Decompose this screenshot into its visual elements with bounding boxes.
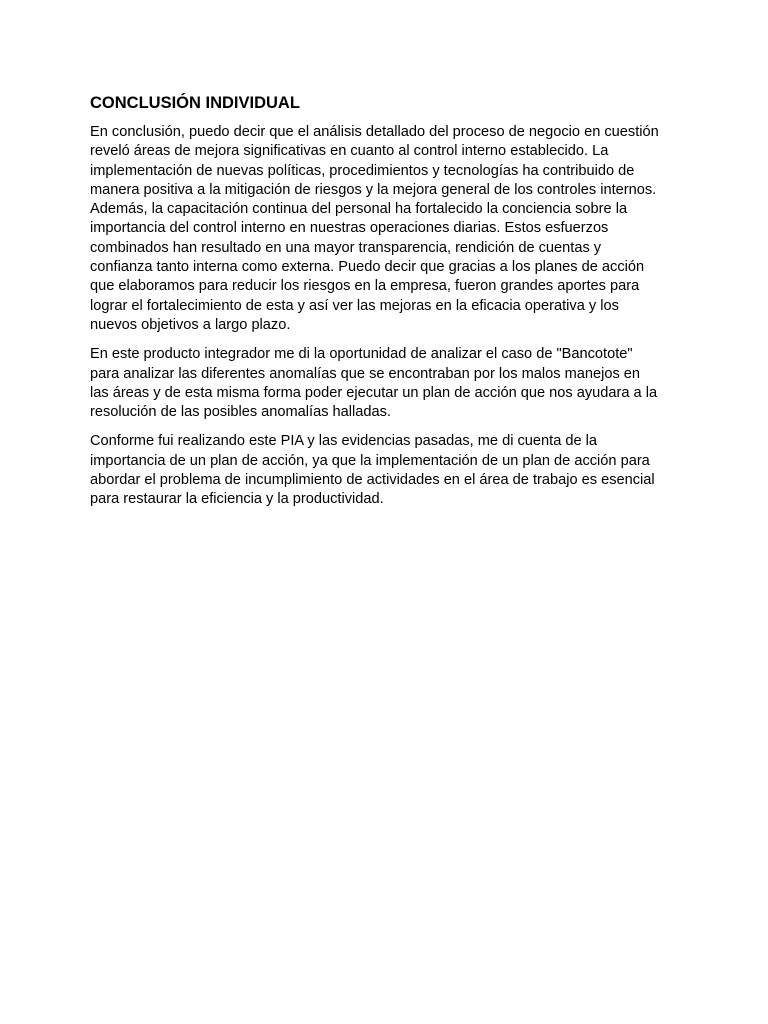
text-line: implementación de nuevas políticas, procedimientos y tecnologías ha contribuido de [90, 162, 635, 179]
text-line: combinados han resultado en una mayor transparencia, rendición de cuentas y [90, 239, 602, 256]
text-line: que elaboramos para reducir los riesgos en la empresa, fueron grandes aportes para [90, 278, 640, 295]
text-line: manera positiva a la mitigación de riesgos y la mejora general de los controles internos. [90, 181, 657, 198]
text-line: confianza tanto interna como externa. Puedo decir que gracias a los planes de acción [90, 259, 645, 276]
text-line: resolución de las posibles anomalías halladas. [90, 404, 391, 421]
text-line: para restaurar la eficiencia y la productividad. [90, 491, 384, 508]
document-body [90, 92, 682, 520]
text-line: nuevos objetivos a largo plazo. [90, 316, 291, 333]
text-line: Además, la capacitación continua del personal ha fortalecido la conciencia sobre la [90, 201, 628, 218]
text-line: Conforme fui realizando este PIA y las evidencias pasadas, me di cuenta de la [90, 433, 598, 450]
text-line: las áreas y de esta misma forma poder ejecutar un plan de acción que nos ayudara a la [90, 384, 658, 401]
document-title: CONCLUSIÓN INDIVIDUAL [90, 94, 300, 112]
text-line: reveló áreas de mejora significativas en cuanto al control interno establecido. La [90, 143, 609, 160]
text-line: importancia del control interno en nuestras operaciones diarias. Estos esfuerzos [90, 220, 609, 237]
paragraph-plan-de-accion [90, 432, 682, 509]
text-line: abordar el problema de incumplimiento de actividades en el área de trabajo es esencial [90, 472, 655, 489]
text-line: para analizar las diferentes anomalías que se encontraban por los malos manejos en [90, 365, 641, 382]
text-line: importancia de un plan de acción, ya que la implementación de un plan de acción para [90, 452, 650, 469]
text-line: En conclusión, puedo decir que el análisis detallado del proceso de negocio en cuestión [90, 124, 659, 140]
text-line: En este producto integrador me di la oportunidad de analizar el caso de "Bancotote" [90, 346, 633, 363]
text-line: lograr el fortalecimiento de esta y así ver las mejoras en la eficacia operativa y los [90, 297, 619, 314]
paragraph-producto-integrador [90, 345, 682, 422]
paragraph-conclusion [90, 123, 682, 335]
